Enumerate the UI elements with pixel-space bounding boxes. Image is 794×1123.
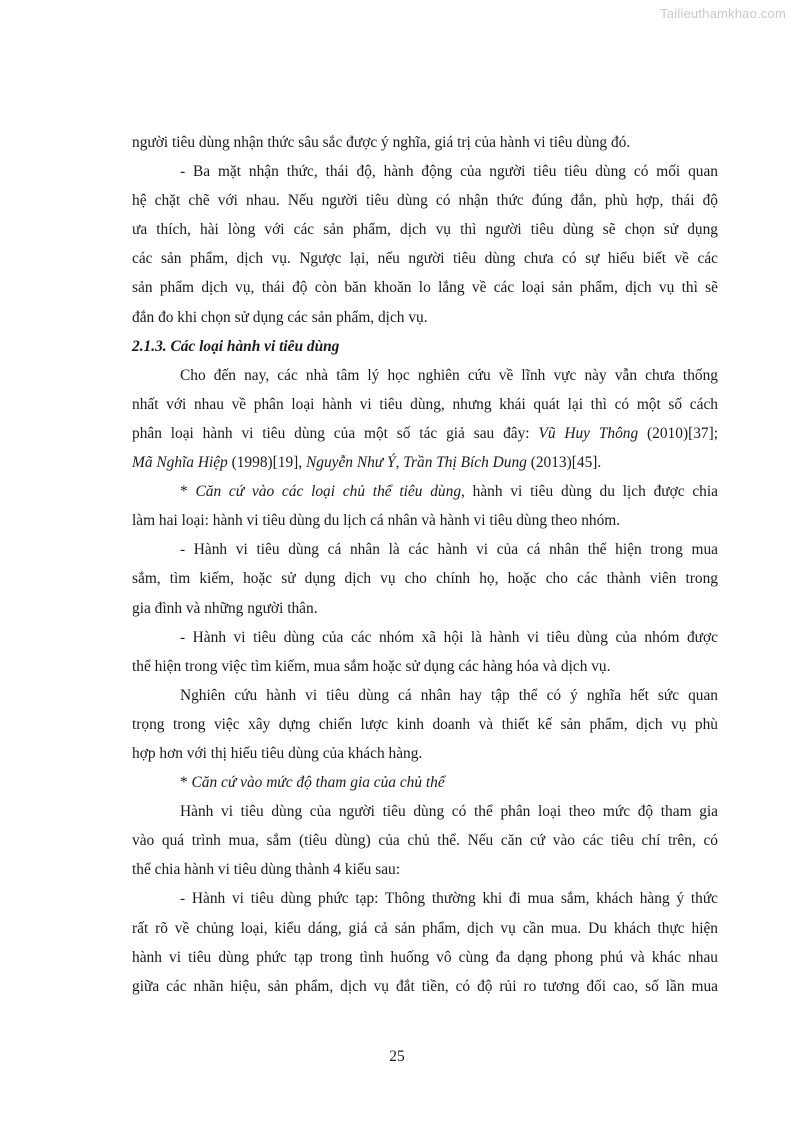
paragraph-line: rất rõ về chủng loại, kiểu dáng, giá cả sản phẩm, dịch vụ cần mua. Du khách thực hiện xyxy=(132,919,718,937)
paragraph-line: hợp hơn với thị hiếu tiêu dùng của khách hàng. xyxy=(132,744,423,762)
paragraph-line: làm hai loại: hành vi tiêu dùng du lịch cá nhân và hành vi tiêu dùng theo nhóm. xyxy=(132,512,621,530)
paragraph-line: hệ chặt chẽ với nhau. Nếu người tiêu dùng có nhận thức đúng đắn, phù hợp, thái độ xyxy=(132,192,718,210)
paragraph-line: các sản phẩm, dịch vụ. Ngược lại, nếu người tiêu dùng chưa có sự hiểu biết về các xyxy=(132,250,718,268)
paragraph-line: - Hành vi tiêu dùng phức tạp: Thông thường khi đi mua sắm, khách hàng ý thức xyxy=(180,890,718,908)
italic-criterion: Căn cứ vào các loại chủ thể tiêu dùng xyxy=(195,483,462,501)
paragraph-line: - Hành vi tiêu dùng cá nhân là các hành vi của cá nhân thể hiện trong mua xyxy=(180,541,718,559)
document-body xyxy=(132,128,718,1001)
paragraph-line: - Ba mặt nhận thức, thái độ, hành động của người tiêu tiêu dùng có mối quan xyxy=(180,163,718,181)
paragraph-line: sắm, tìm kiếm, hoặc sử dụng dịch vụ cho chính họ, hoặc cho các thành viên trong xyxy=(132,570,718,588)
author-citation: Nguyễn Như Ý, Trần Thị Bích Dung xyxy=(305,454,527,472)
paragraph-line: vào quá trình mua, sắm (tiêu dùng) của chủ thể. Nếu căn cứ vào các tiêu chí trên, có xyxy=(132,832,718,850)
text-run: (1998)[19], xyxy=(227,454,306,472)
paragraph-line: Nghiên cứu hành vi tiêu dùng cá nhân hay tập thể có ý nghĩa hết sức quan xyxy=(180,686,718,704)
paragraph-line xyxy=(132,419,718,448)
paragraph-line: gia đình và những người thân. xyxy=(132,599,318,617)
paragraph-line: ưa thích, hài lòng với các sản phẩm, dịch vụ thì người tiêu dùng sẽ chọn sử dụng xyxy=(132,221,718,239)
paragraph-line: giữa các nhãn hiệu, sản phẩm, dịch vụ đắt tiền, có độ rủi ro tương đối cao, số lần mua xyxy=(132,977,718,995)
paragraph-line xyxy=(132,477,718,506)
paragraph-line: - Hành vi tiêu dùng của các nhóm xã hội là hành vi tiêu dùng của nhóm được xyxy=(180,628,718,646)
text-run: (2010)[37]; xyxy=(638,424,718,442)
paragraph-line: người tiêu dùng nhận thức sâu sắc được ý nghĩa, giá trị của hành vi tiêu dùng đó. xyxy=(132,134,631,151)
paragraph-line: trọng trong việc xây dựng chiến lược kinh doanh và thiết kế sản phẩm, dịch vụ phù xyxy=(132,715,718,733)
paragraph-line xyxy=(132,768,718,797)
paragraph-line: đắn đo khi chọn sử dụng các sản phẩm, dịch vụ. xyxy=(132,308,428,326)
paragraph-line: Hành vi tiêu dùng của người tiêu dùng có thể phân loại theo mức độ tham gia xyxy=(180,803,718,821)
text-run: phân loại hành vi tiêu dùng của một số tác giả sau đây: xyxy=(132,424,539,442)
watermark: Tailieuthamkhao.com xyxy=(660,6,786,21)
paragraph-line: sản phẩm dịch vụ, thái độ còn băn khoăn lo lắng về các loại sản phẩm, dịch vụ thì sẽ xyxy=(132,279,718,297)
text-run: (2013)[45]. xyxy=(526,454,602,472)
italic-criterion: Căn cứ vào mức độ tham gia của chủ thể xyxy=(191,774,445,792)
text-run: * xyxy=(180,483,196,501)
paragraph-line xyxy=(132,448,718,477)
author-citation: Mã Nghĩa Hiệp xyxy=(132,454,228,472)
text-run: * xyxy=(180,774,192,792)
page-number: 25 xyxy=(389,1048,405,1065)
paragraph-line: thể hiện trong việc tìm kiếm, mua sắm hoặc sử dụng các hàng hóa và dịch vụ. xyxy=(132,657,611,675)
text-run: , hành vi tiêu dùng du lịch được chia xyxy=(461,483,718,501)
paragraph-line: nhất với nhau về phân loại hành vi tiêu dùng, nhưng khái quát lại thì có một số cách xyxy=(132,395,718,413)
section-heading: 2.1.3. Các loại hành vi tiêu dùng xyxy=(132,337,340,355)
paragraph-line: hành vi tiêu dùng phức tạp trong tình huống vô cùng đa dạng phong phú và khác nhau xyxy=(132,948,718,966)
paragraph-line: thể chia hành vi tiêu dùng thành 4 kiểu sau: xyxy=(132,861,400,879)
author-citation: Vũ Huy Thông xyxy=(538,424,639,442)
paragraph-line: Cho đến nay, các nhà tâm lý học nghiên cứu về lĩnh vực này vẫn chưa thống xyxy=(180,366,718,384)
